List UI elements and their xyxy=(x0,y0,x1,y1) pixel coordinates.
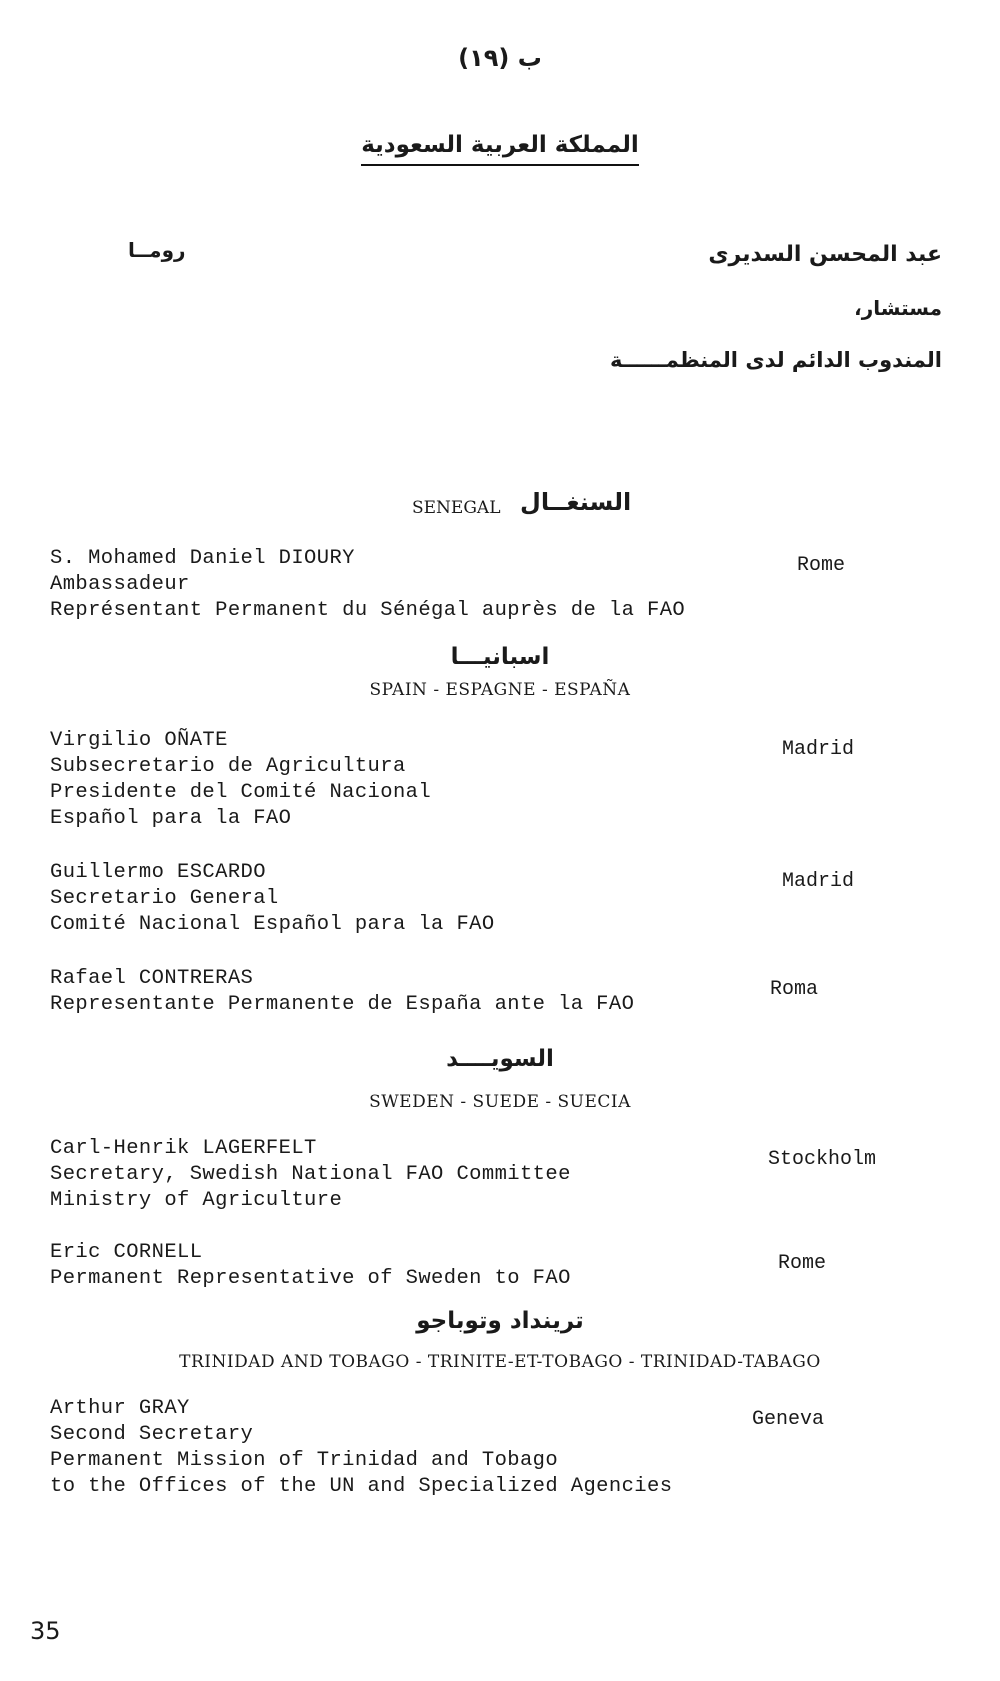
delegate-position: Presidente del Comité Nacional xyxy=(50,781,432,804)
delegate-city: Roma xyxy=(770,978,819,1001)
country-name-ar: السويــــد xyxy=(446,1046,554,1072)
country-name-en: SENEGAL xyxy=(412,498,501,518)
delegate-name: Guillermo ESCARDO xyxy=(50,861,266,884)
delegate-position: Permanent Representative of Sweden to FAO xyxy=(50,1267,571,1290)
delegate-position: to the Offices of the UN and Specialized Agencies xyxy=(50,1475,673,1498)
delegate-name: Rafael CONTRERAS xyxy=(50,967,254,990)
delegate-position: Representante Permanente de España ante la FAO xyxy=(50,993,635,1016)
delegate-city: Geneva xyxy=(752,1408,825,1431)
delegate-name: Arthur GRAY xyxy=(50,1397,190,1420)
delegate-position: Español para la FAO xyxy=(50,807,292,830)
delegate-position: Comité Nacional Español para la FAO xyxy=(50,913,495,936)
delegate-position: Permanent Mission of Trinidad and Tobago xyxy=(50,1449,559,1472)
delegate-title: Secretario General xyxy=(50,887,279,910)
delegate-entry xyxy=(50,860,495,938)
delegate-position: Représentant Permanent du Sénégal auprès de la FAO xyxy=(50,599,686,622)
delegate-name: S. Mohamed Daniel DIOURY xyxy=(50,547,355,570)
delegate-city: Rome xyxy=(778,1252,827,1275)
delegate-title: Subsecretario de Agricultura xyxy=(50,755,406,778)
delegate-city: Madrid xyxy=(782,738,855,761)
delegate-entry xyxy=(50,1396,672,1500)
delegate-entry xyxy=(50,966,634,1018)
delegate-entry xyxy=(50,1136,571,1214)
country-name-en: SPAIN - ESPAGNE - ESPAÑA xyxy=(369,680,631,700)
country-name-en: TRINIDAD AND TOBAGO - TRINITE-ET-TOBAGO - TRINIDAD-TABAGO xyxy=(179,1352,821,1372)
country-name-en: SWEDEN - SUEDE - SUECIA xyxy=(369,1092,631,1112)
delegate-name: Carl-Henrik LAGERFELT xyxy=(50,1137,317,1160)
delegate-city: Stockholm xyxy=(768,1148,877,1171)
delegate-name: Virgilio OÑATE xyxy=(50,729,228,752)
country-name-ar: السنغــال xyxy=(520,488,632,516)
delegate-title: Ambassadeur xyxy=(50,573,190,596)
delegate-role: المندوب الدائم لدى المنظمــــــة xyxy=(609,348,942,372)
page-label: ب (١٩) xyxy=(458,44,542,72)
delegate-entry xyxy=(50,728,431,832)
delegate-title: Secretary, Swedish National FAO Committee xyxy=(50,1163,571,1186)
country-name-ar: اسبانيـــا xyxy=(450,644,550,670)
page-number: 35 xyxy=(30,1617,61,1645)
country-heading-text: المملكة العربية السعودية xyxy=(361,132,639,166)
delegate-entry xyxy=(50,546,685,624)
delegate-position: Ministry of Agriculture xyxy=(50,1189,343,1212)
delegate-city: Rome xyxy=(797,554,846,577)
delegate-title: Second Secretary xyxy=(50,1423,254,1446)
delegate-name: Eric CORNELL xyxy=(50,1241,203,1264)
country-name-ar: ترينداد وتوباجو xyxy=(416,1308,584,1334)
delegate-title: مستشار، xyxy=(854,296,942,320)
delegate-city: رومــا xyxy=(128,238,186,262)
delegate-name: عبد المحسن السديرى xyxy=(708,242,942,267)
country-heading-saudi-arabia xyxy=(0,132,1000,158)
delegate-entry xyxy=(50,1240,571,1292)
delegate-city: Madrid xyxy=(782,870,855,893)
